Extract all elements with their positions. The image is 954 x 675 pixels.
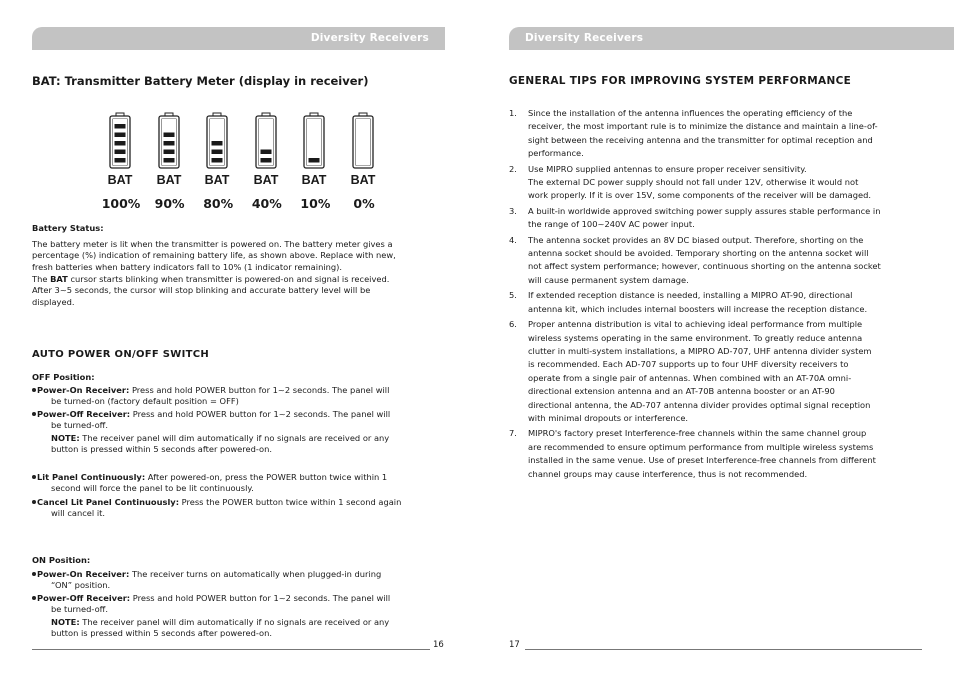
battery-percent-label: 80% (203, 196, 234, 211)
battery-level-bar (260, 158, 271, 163)
left-footer-line (32, 649, 430, 650)
tip-line: work properly. If it is over 15V, some components of the receiver will be damaged. (528, 190, 872, 201)
note-text: The receiver panel will dim automatically if no signals are received or any (79, 433, 390, 443)
battery-level-bar (309, 158, 320, 163)
tips-list (509, 107, 921, 483)
item-text: After powered-on, press the POWER button twice within 1 (145, 472, 388, 482)
battery-status-line: The battery meter is lit when the transmitter is powered on. The battery meter gives a (32, 239, 393, 249)
bat-keyword: BAT (50, 274, 68, 284)
tip-item (509, 234, 921, 288)
battery-status-paragraph-2 (32, 274, 452, 308)
tip-number: 2. (509, 163, 517, 174)
tip-line: sight between the receiving antenna and the transmitter for optimal reception and (528, 134, 873, 145)
item-label: Power-On Receiver: (37, 569, 130, 579)
battery-status-paragraph-1 (32, 239, 452, 273)
tip-line: clutter in multi-system installations, a MIPRO AD-707, UHF antenna divider system (528, 345, 872, 356)
battery-status-text: cursor starts blinking when transmitter is powered-on and signal is received. (67, 274, 390, 284)
battery-graphic (252, 112, 282, 188)
tip-number: 4. (509, 234, 517, 245)
battery-status-line: displayed. (32, 296, 75, 307)
tip-line: directional antenna, the AD-707 antenna divider provides optimal signal reception (528, 399, 871, 410)
battery-level-bar (212, 141, 223, 146)
bat-label-text: BAT (253, 173, 279, 187)
tip-line: MIPRO's factory preset Interference-free channels within the same channel group (528, 428, 867, 439)
note-label: NOTE: (51, 617, 80, 627)
battery-level-bar (115, 150, 126, 155)
bat-label-text: BAT (107, 173, 133, 187)
battery-level-bar (212, 150, 223, 155)
on-note (51, 617, 451, 640)
bat-label-text: BAT (204, 173, 230, 187)
battery-percent-label: 10% (300, 196, 331, 211)
battery-meter-title: BAT: Transmitter Battery Meter (display in receiver) (32, 74, 369, 88)
item-text: The receiver turns on automatically when plugged-in during (129, 569, 382, 579)
battery-graphic (203, 112, 233, 188)
battery-level-bar (163, 133, 174, 138)
battery-level-bar (163, 141, 174, 146)
tip-line: is recommended. Each AD-707 supports up to four UHF diversity receivers to (528, 359, 849, 370)
battery-inner-outline (356, 119, 371, 166)
tip-number: 1. (509, 108, 517, 118)
tip-item (509, 205, 921, 232)
bullet-dot (32, 500, 36, 504)
right-header-bar (509, 27, 954, 50)
off-item-power-off (32, 409, 471, 432)
on-item-power-off (32, 593, 471, 616)
bat-label-text: BAT (350, 173, 376, 187)
tip-line: If extended reception distance is needed, installing a MIPRO AT-90, directional (528, 290, 853, 301)
item-label: Lit Panel Continuously: (37, 472, 146, 482)
battery-icon (252, 112, 282, 188)
tip-number: 3. (509, 205, 517, 216)
tip-line: antenna kit, which includes internal boosters will increase the reception distance. (528, 303, 868, 314)
tip-item (509, 107, 921, 161)
tip-line: not affect system performance; however, continuous shorting on the antenna socket (528, 261, 881, 272)
battery-icon (349, 112, 379, 188)
tip-line: will cause permanent system damage. (528, 274, 689, 285)
note-text-cont: button is pressed within 5 seconds after powered-on. (51, 628, 273, 639)
battery-icon (300, 112, 330, 188)
left-page-number: 16 (433, 640, 444, 650)
item-label: Power-Off Receiver: (37, 409, 131, 419)
tip-item (509, 163, 921, 203)
battery-level-bar (115, 141, 126, 146)
off-note (51, 433, 451, 456)
tip-line: wireless systems operating in the same environment. To greatly reduce antenna (528, 332, 863, 343)
left-header-text: Diversity Receivers (310, 32, 429, 44)
bullet-dot (32, 412, 36, 416)
tip-line: The antenna socket provides an 8V DC biased output. Therefore, shorting on the (528, 234, 864, 245)
item-text-cont: second will force the panel to be lit continuously. (51, 483, 254, 494)
item-text: Press and hold POWER button for 1~2 seconds. The panel will (130, 409, 391, 419)
battery-percent-label: 90% (154, 196, 185, 211)
item-text-cont: be turned-on (factory default position = OFF) (51, 396, 239, 407)
item-label: Power-Off Receiver: (37, 593, 131, 603)
tip-line: Since the installation of the antenna influences the operating efficiency of the (528, 108, 853, 118)
battery-status-line: After 3~5 seconds, the cursor will stop blinking and accurate battery level will be (32, 285, 371, 296)
bullet-dot (32, 388, 36, 392)
off-item-power-on (32, 385, 471, 408)
tip-item (509, 427, 921, 481)
lit-item-lit-panel (32, 472, 471, 495)
battery-graphic (300, 112, 330, 188)
on-item-power-on (32, 569, 471, 592)
tip-line: Proper antenna distribution is vital to achieving ideal performance from multiple (528, 319, 863, 330)
battery-status-line: percentage (%) indication of remaining battery life, as shown above. Replace with new, (32, 250, 396, 261)
battery-status-heading: Battery Status: (32, 223, 104, 233)
left-header-bar (32, 27, 445, 50)
item-text: Press the POWER button twice within 1 second again (179, 497, 402, 507)
bullet-dot (32, 596, 36, 600)
tip-line: performance. (528, 148, 584, 159)
note-text: The receiver panel will dim automatically if no signals are received or any (79, 617, 390, 627)
note-label: NOTE: (51, 433, 80, 443)
battery-percent-label: 100% (101, 196, 141, 211)
item-text-cont: will cancel it. (51, 508, 106, 519)
tip-line: the range of 100~240V AC power input. (528, 219, 695, 230)
item-text: Press and hold POWER button for 1~2 seconds. The panel will (129, 385, 390, 395)
battery-level-bar (163, 150, 174, 155)
tip-line: are recommended to ensure optimum performance from multiple wireless systems (528, 441, 874, 452)
right-page (477, 0, 954, 675)
tip-line: with minimal dropouts or interference. (528, 412, 689, 423)
item-text-cont: “ON” position. (51, 580, 111, 591)
auto-power-heading: AUTO POWER ON/OFF SWITCH (32, 349, 210, 360)
tip-line: The external DC power supply should not fall under 12V, otherwise it would not (528, 177, 859, 188)
item-label: Cancel Lit Panel Continuously: (37, 497, 180, 507)
note-text-cont: button is pressed within 5 seconds after powered-on. (51, 444, 273, 455)
tip-number: 6. (509, 319, 517, 330)
battery-body (353, 116, 373, 168)
tip-line: antenna socket should be avoided. Temporary shorting on the antenna socket will (528, 248, 869, 259)
battery-graphic (349, 112, 379, 188)
battery-graphic (155, 112, 185, 188)
tip-line: directional extension antenna and an AT-70B antenna booster or an AT-90 (528, 386, 835, 397)
right-page-number: 17 (509, 640, 520, 650)
battery-level-bar (115, 158, 126, 163)
tip-line: Use MIPRO supplied antennas to ensure proper receiver sensitivity. (528, 163, 807, 174)
battery-graphic (106, 112, 136, 188)
tip-item (509, 289, 921, 316)
tip-number: 5. (509, 290, 517, 301)
right-header-text: Diversity Receivers (525, 32, 644, 44)
battery-status-text: The (32, 274, 51, 284)
tip-line: installed in the same venue. Use of preset Interference-free channels from different (528, 455, 876, 466)
battery-icon (155, 112, 185, 188)
lit-item-cancel (32, 497, 471, 520)
battery-icon (106, 112, 136, 188)
battery-level-bar (163, 158, 174, 163)
off-position-heading: OFF Position: (32, 372, 95, 382)
battery-level-bar (115, 124, 126, 129)
bat-label-text: BAT (302, 173, 327, 187)
battery-status-line: fresh batteries when battery indicators fall to 10% (1 indicator remaining). (32, 261, 343, 272)
battery-level-bar (212, 158, 223, 163)
general-tips-title: GENERAL TIPS FOR IMPROVING SYSTEM PERFORMANCE (509, 75, 852, 87)
battery-percent-label: 40% (251, 196, 282, 211)
tip-number: 7. (509, 428, 517, 439)
tip-line: receiver, the most important rule is to minimize the distance and maintain a line-of- (528, 121, 878, 132)
item-label: Power-On Receiver: (37, 385, 130, 395)
item-text: Press and hold POWER button for 1~2 seconds. The panel will (130, 593, 391, 603)
battery-icon (203, 112, 233, 188)
on-position-heading: ON Position: (32, 555, 91, 565)
item-text-cont: be turned-off. (51, 604, 108, 615)
battery-percent-label: 0% (353, 196, 375, 211)
right-footer-line (525, 649, 922, 650)
bullet-dot (32, 475, 36, 479)
bullet-dot (32, 572, 36, 576)
tip-line: operate from a single pair of antennas. When combined with an AT-70A omni- (528, 372, 852, 383)
item-text-cont: be turned-off. (51, 420, 108, 431)
bat-label-text: BAT (156, 173, 181, 187)
tip-line: channel groups may cause interference, thus is not recommended. (528, 468, 808, 479)
battery-level-bar (260, 150, 271, 155)
tip-line: A built-in worldwide approved switching power supply assures stable performance in (528, 205, 881, 216)
tip-item (509, 318, 921, 425)
battery-level-bar (115, 133, 126, 138)
